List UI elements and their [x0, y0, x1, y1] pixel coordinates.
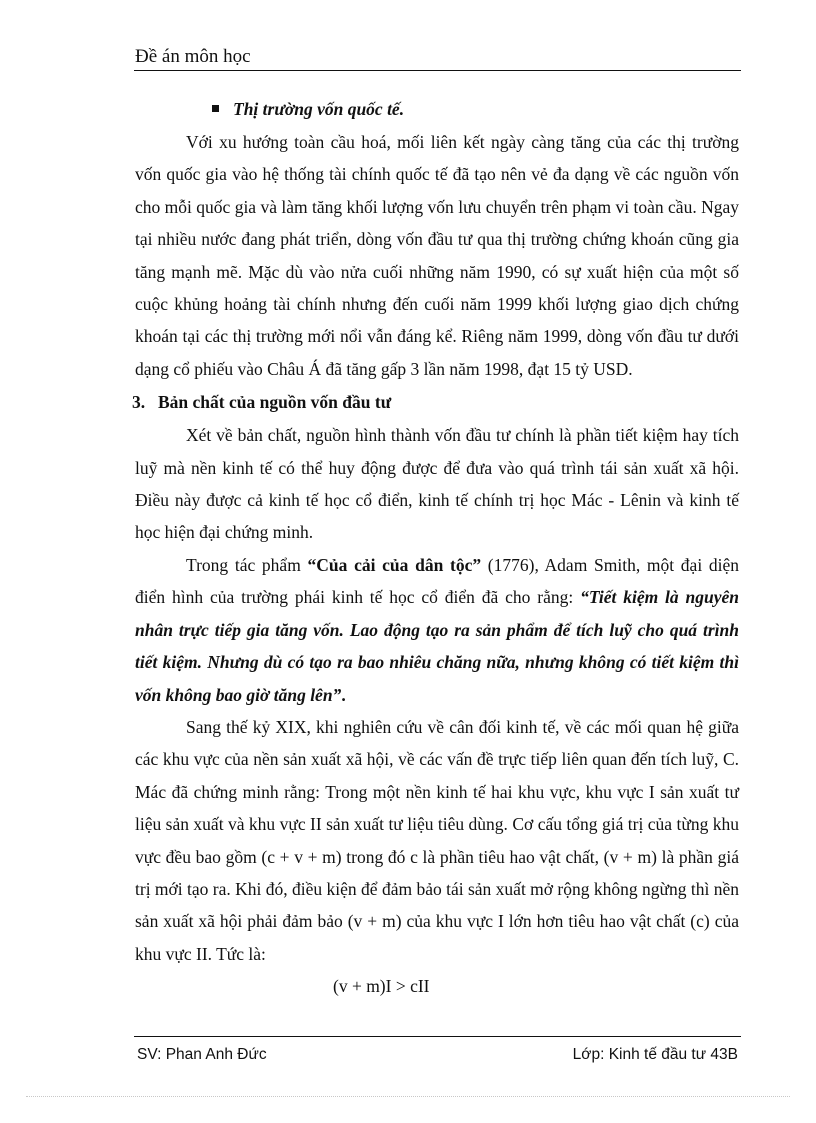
page-edge-divider [26, 1096, 790, 1097]
footer-student: SV: Phan Anh Đức [137, 1046, 267, 1063]
section-heading [132, 385, 739, 419]
bullet-heading-text: Thị trường vốn quốc tế. [233, 99, 405, 119]
square-bullet-icon [212, 105, 219, 112]
formula: (v + m)I > cII [333, 976, 430, 997]
footer-rule [134, 1036, 741, 1037]
section-number: 3. [132, 392, 146, 413]
paragraph-marx: Sang thế kỷ XIX, khi nghiên cứu về cân đối kinh tế, về các mối quan hệ giữa các khu vực của nền sản xuất xã hội, về các vấn đề trực tiếp liên quan đến tích luỹ, C. Mác đã chứng minh rằng: Trong một nền kinh tế hai khu vực, khu vực I sản xuất tư liệu sản xuất và khu vực II sản xuất tư liệu tiêu dùng. Cơ cấu tổng giá trị của từng khu vực đều bao gồm (c + v + m) trong đó c là phần tiêu hao vật chất, (v + m) là phần giá trị mới tạo ra. Khi đó, điều kiện để đảm bảo tái sản xuất mở rộng không ngừng thì nền sản xuất xã hội phải đảm bảo (v + m) của khu vực I lớn hơn tiêu hao vật chất (c) của khu vực II. Tức là: [135, 716, 739, 964]
adam-smith-lead: Trong tác phẩm [186, 554, 308, 575]
paragraph-adam-smith [135, 549, 739, 711]
paragraph-nature: Xét về bản chất, nguồn hình thành vốn đầu tư chính là phần tiết kiệm hay tích luỹ mà nền kinh tế có thể huy động được để đưa vào quá trình tái sản xuất xã hội. Điều này được cả kinh tế học cổ điển, kinh tế chính trị học Mác - Lênin và kinh tế học hiện đại chứng minh. [135, 425, 739, 543]
bullet-heading [212, 92, 739, 126]
book-title: “Của cải của dân tộc” [307, 554, 482, 575]
adam-smith-middle: (1776), Adam Smith, một đại diện điển hình của trường phái kinh tế học cổ điển đã cho rằng: [135, 554, 739, 608]
adam-smith-quote: “Tiết kiệm là nguyên nhân trực tiếp gia tăng vốn. Lao động tạo ra sản phẩm để tích luỹ cho quá trình tiết kiệm. Nhưng dù có tạo ra bao nhiêu chăng nữa, nhưng không có tiết kiệm thì vốn không bao giờ tăng lên” [135, 587, 740, 705]
footer-class: Lớp: Kinh tế đầu tư 43B [572, 1046, 738, 1063]
header-rule [134, 70, 741, 71]
paragraph-international-capital: Với xu hướng toàn cầu hoá, mối liên kết ngày càng tăng của các thị trường vốn quốc gia vào hệ thống tài chính quốc tế đã tạo nên vẻ đa dạng về các nguồn vốn cho mỗi quốc gia và làm tăng khối lượng vốn lưu chuyển trên phạm vi toàn cầu. Ngay tại nhiều nước đang phát triển, dòng vốn đầu tư qua thị trường chứng khoán cũng gia tăng mạnh mẽ. Mặc dù vào nửa cuối những năm 1990, có sự xuất hiện của một số cuộc khủng hoảng tài chính nhưng đến cuối năm 1999 khối lượng giao dịch chứng khoán tại các thị trường mới nổi vẫn đáng kể. Riêng năm 1999, dòng vốn đầu tư dưới dạng cổ phiếu vào Châu Á đã tăng gấp 3 lần năm 1998, đạt 15 tỷ USD. [135, 132, 739, 379]
quote-end: . [341, 684, 346, 705]
page-header-title: Đề án môn học [135, 46, 251, 67]
section-title: Bản chất của nguồn vốn đầu tư [158, 392, 392, 413]
document-body [132, 92, 740, 1002]
